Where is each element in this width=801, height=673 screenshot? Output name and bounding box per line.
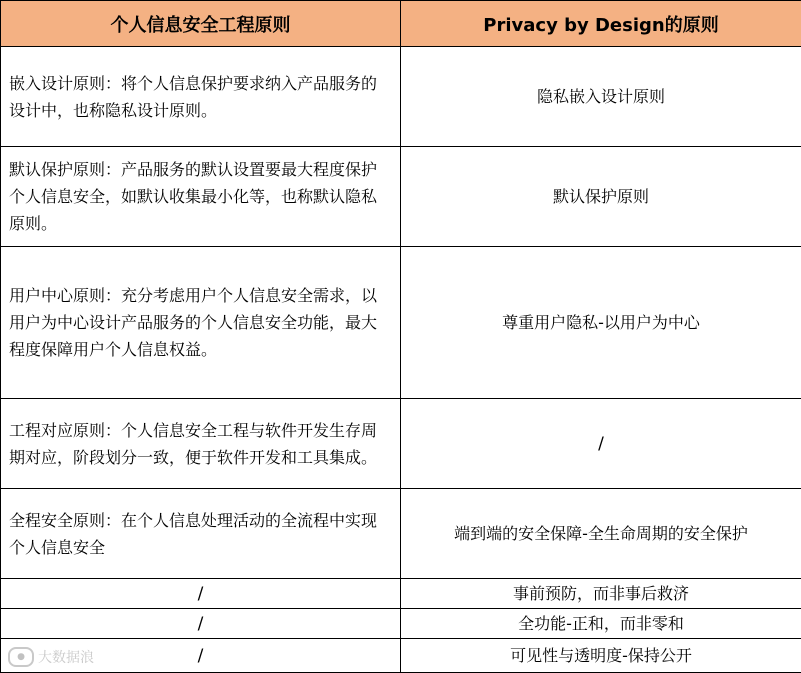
header-right: Privacy by Design的原则	[401, 1, 801, 47]
table-row	[1, 579, 801, 609]
table-row	[1, 247, 801, 399]
table-row	[1, 489, 801, 579]
left-cell: 用户中心原则：充分考虑用户个人信息安全需求，以用户为中心设计产品服务的个人信息安全功能，最大程度保障用户个人信息权益。	[1, 247, 401, 399]
left-cell: 嵌入设计原则：将个人信息保护要求纳入产品服务的设计中，也称隐私设计原则。	[1, 47, 401, 147]
left-cell: /	[1, 579, 401, 609]
right-cell: 默认保护原则	[401, 147, 801, 247]
left-cell: /	[1, 609, 401, 639]
left-cell: 全程安全原则：在个人信息处理活动的全流程中实现个人信息安全	[1, 489, 401, 579]
right-cell: 尊重用户隐私-以用户为中心	[401, 247, 801, 399]
header-left: 个人信息安全工程原则	[1, 1, 401, 47]
header-row	[1, 1, 801, 47]
left-cell: 默认保护原则：产品服务的默认设置要最大程度保护个人信息安全，如默认收集最小化等，也称默认隐私原则。	[1, 147, 401, 247]
table-row	[1, 147, 801, 247]
left-cell: /	[1, 639, 401, 673]
watermark	[8, 646, 94, 668]
watermark-text: 大数据浪	[38, 647, 94, 667]
right-cell: 隐私嵌入设计原则	[401, 47, 801, 147]
left-cell: 工程对应原则：个人信息安全工程与软件开发生存周期对应，阶段划分一致，便于软件开发和工具集成。	[1, 399, 401, 489]
watermark-logo-icon: ●	[8, 647, 34, 667]
right-cell: 端到端的安全保障-全生命周期的安全保护	[401, 489, 801, 579]
table-row	[1, 609, 801, 639]
right-cell: 可见性与透明度-保持公开	[401, 639, 801, 673]
right-cell: /	[401, 399, 801, 489]
right-cell: 事前预防，而非事后救济	[401, 579, 801, 609]
right-cell: 全功能-正和，而非零和	[401, 609, 801, 639]
table-row	[1, 399, 801, 489]
table-row	[1, 639, 801, 673]
table-row	[1, 47, 801, 147]
